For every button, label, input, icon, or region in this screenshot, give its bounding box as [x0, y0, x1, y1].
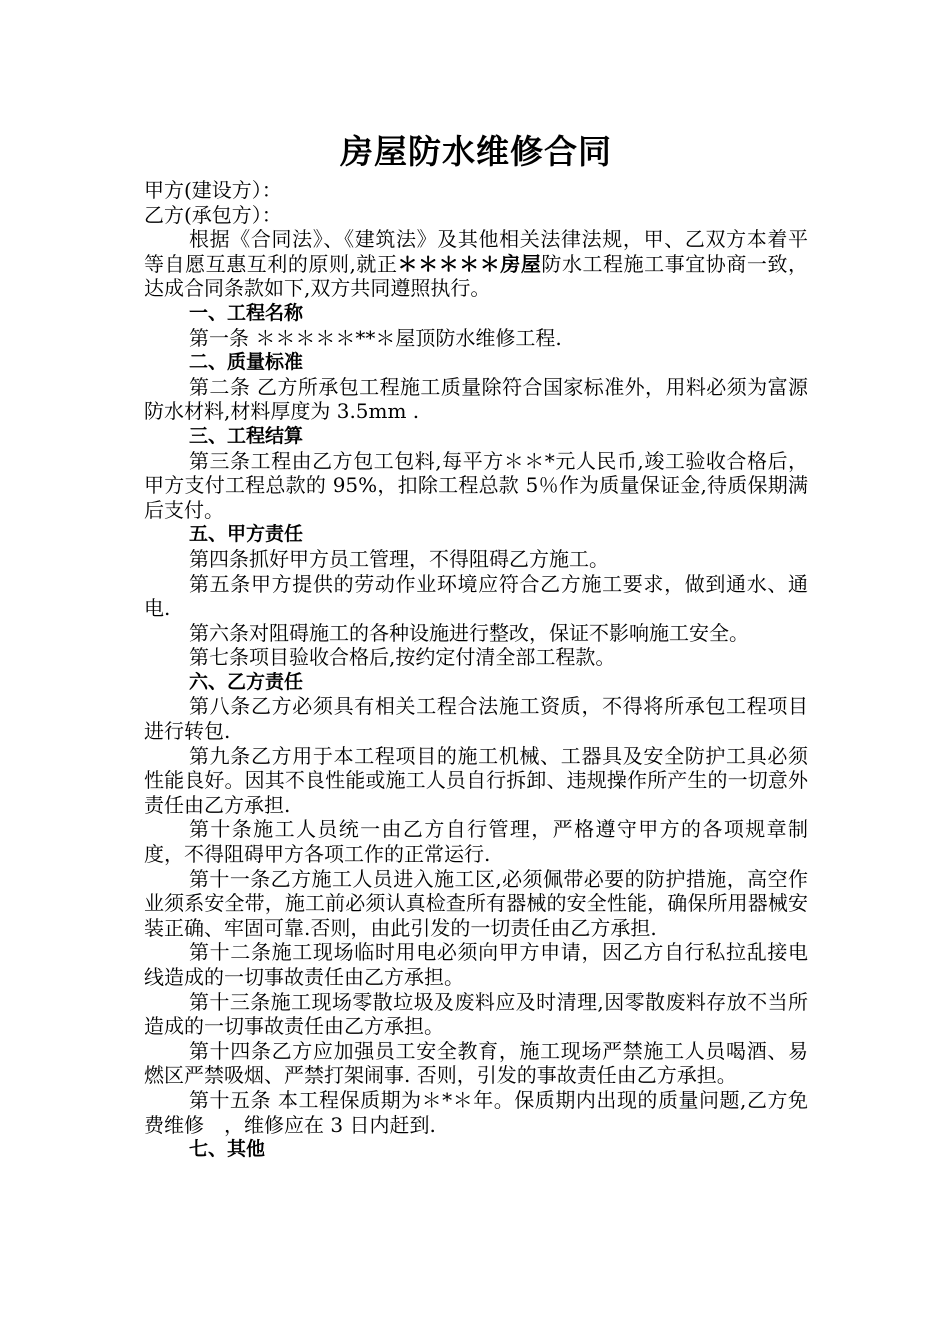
section-heading: 五、甲方责任 — [189, 523, 304, 546]
section-heading: 一、工程名称 — [189, 301, 304, 324]
clause: 第一条 ＊＊＊＊＊**＊屋顶防水维修工程. — [189, 325, 562, 350]
clause: 第二条 乙方所承包工程施工质量除符合国家标准外，用料必须为富源防水材料,材料厚度为 3.5mm . — [144, 374, 808, 424]
clause: 第十一条乙方施工人员进入施工区,必须佩带必要的防护措施，高空作业须系安全带，施工前必须认真检查所有器械的安全性能，确保所用器械安装正确、牢固可靠.否则，由此引发的一切责任由乙方承担. — [144, 866, 808, 940]
document-title: 房屋防水维修合同 — [340, 132, 612, 171]
section-heading: 二、质量标准 — [189, 351, 304, 374]
clause: 第六条对阻碍施工的各种设施进行整改，保证不影响施工安全。 — [189, 620, 749, 645]
party-b-line: 乙方(承包方）： — [144, 202, 282, 227]
clause: 第十条施工人员统一由乙方自行管理，严格遵守甲方的各项规章制度，不得阻碍甲方各项工作的正常运行. — [144, 817, 808, 867]
contract-page — [144, 126, 808, 1162]
section-5 — [144, 522, 808, 670]
clause: 第十五条 本工程保质期为＊*＊年。保质期内出现的质量问题,乙方免费维修 ，维修应在 3 日内赶到. — [144, 1087, 808, 1137]
party-a-line: 甲方(建设方）： — [144, 178, 282, 202]
section-1 — [144, 301, 808, 350]
intro-text-after: 防水工程施工事宜协商一致，达成合同条款如下,双方共同遵照执行。 — [144, 251, 809, 301]
clause: 第五条甲方提供的劳动作业环境应符合乙方施工要求，做到通水、通电. — [144, 571, 808, 621]
intro-bold-project: ＊＊＊＊＊房屋 — [397, 251, 542, 276]
clause: 第十三条施工现场零散垃圾及废料应及时清理,因零散废料存放不当所造成的一切事故责任由乙方承担。 — [144, 989, 808, 1039]
section-heading: 七、其他 — [189, 1138, 266, 1161]
clause: 第十四条乙方应加强员工安全教育，施工现场严禁施工人员喝酒、易燃区严禁吸烟、严禁打架闹事. 否则，引发的事故责任由乙方承担。 — [144, 1038, 808, 1088]
clause: 第九条乙方用于本工程项目的施工机械、工器具及安全防护工具必须性能良好。因其不良性能或施工人员自行拆卸、违规操作所产生的一切意外责任由乙方承担. — [144, 743, 808, 817]
section-6 — [144, 670, 808, 1137]
section-2 — [144, 350, 808, 424]
clause: 第七条项目验收合格后,按约定付清全部工程款。 — [189, 645, 616, 670]
intro-text-before: 根据《合同法》、《建筑法》及其他相关法律法规，甲、乙双方本着平等自愿互惠互利的原则,就正 — [144, 227, 808, 276]
section-heading: 三、工程结算 — [189, 424, 304, 447]
clause: 第十二条施工现场临时用电必须向甲方申请，因乙方自行私拉乱接电线造成的一切事故责任由乙方承担。 — [144, 940, 808, 989]
section-7 — [144, 1137, 808, 1162]
clause: 第四条抓好甲方员工管理，不得阻碍乙方施工。 — [189, 546, 609, 571]
section-heading: 六、乙方责任 — [189, 670, 304, 693]
clause: 第三条工程由乙方包工包料,每平方＊＊*元人民币,竣工验收合格后，甲方支付工程总款的 95%，扣除工程总款 5％作为质量保证金,待质保期满后支付。 — [144, 448, 808, 522]
section-3 — [144, 424, 808, 522]
clause: 第八条乙方必须具有相关工程合法施工资质，不得将所承包工程项目进行转包. — [144, 694, 808, 744]
intro-paragraph — [144, 227, 808, 301]
